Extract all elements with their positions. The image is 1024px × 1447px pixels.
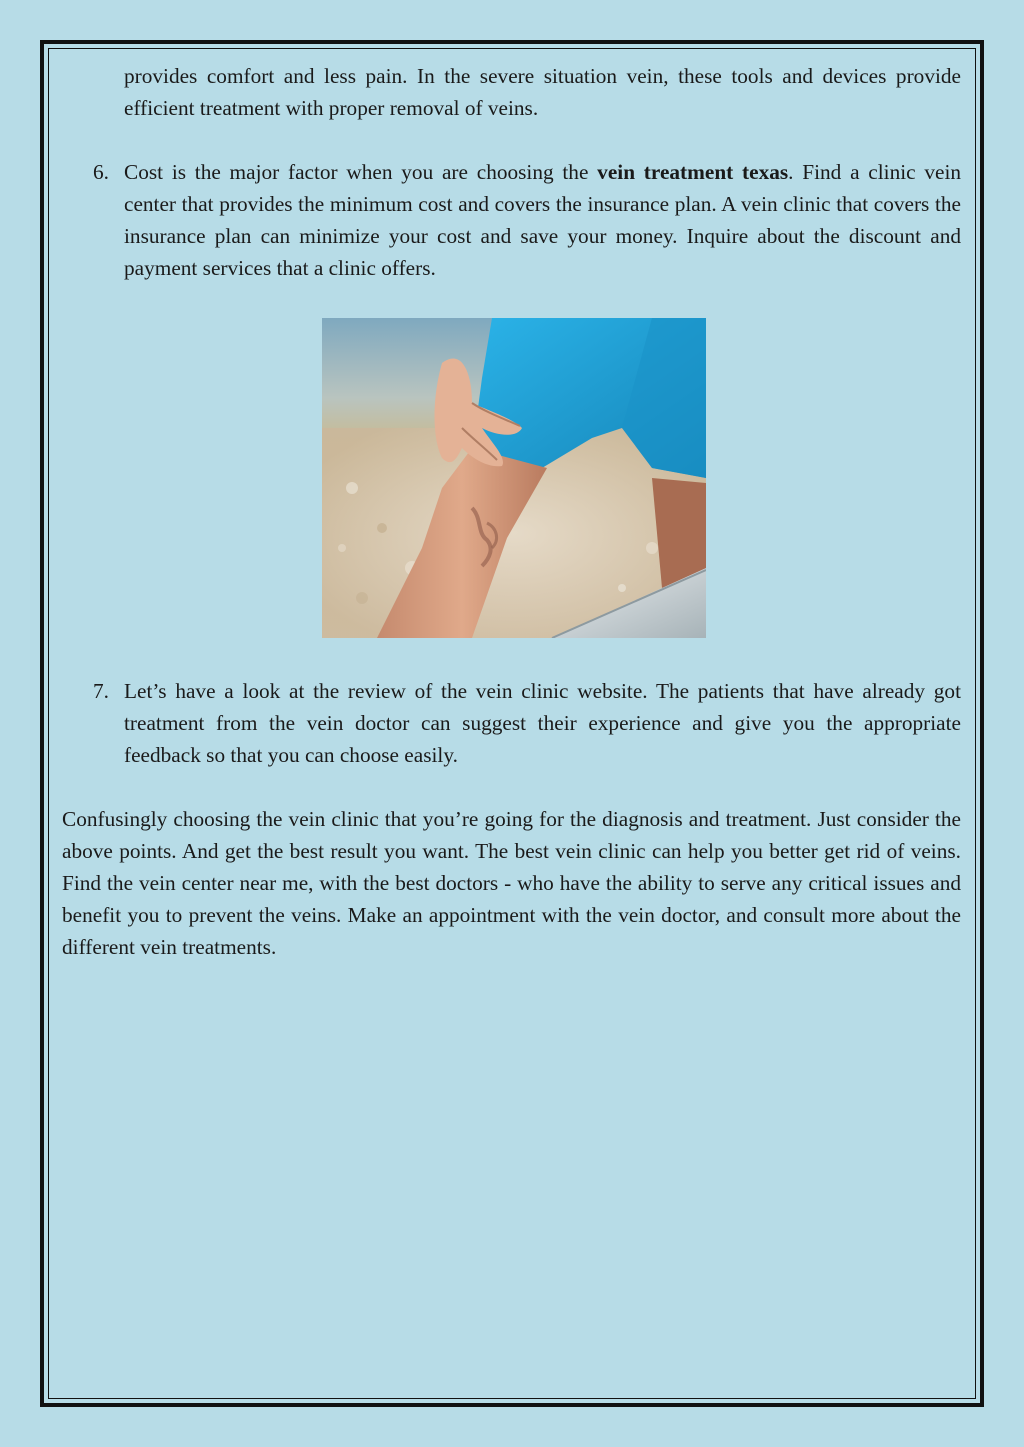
conclusion-paragraph: Confusingly choosing the vein clinic that you’re going for the diagnosis and treatment. Just consider the above points. And get the best result you want. The best vein clinic can help you better get rid of veins. Find the vein center near me, with the best doctors - who have the ability to serve any critical issues and benefit you to prevent the veins. Make an appointment with the vein doctor, and consult more about the different vein treatments. xyxy=(62,807,961,959)
leg-varicose-veins-photo xyxy=(322,318,706,638)
list-item-text: Let’s have a look at the review of the vein clinic website. The patients that have already got treatment from the vein doctor can suggest their experience and give you the appropriate feedback so that you can choose easily. xyxy=(124,679,961,767)
document-body xyxy=(62,60,961,963)
list-item-7 xyxy=(93,675,961,771)
continued-paragraph: provides comfort and less pain. In the severe situation vein, these tools and devices provide efficient treatment with proper removal of veins. xyxy=(124,64,961,120)
list-number: 7. xyxy=(93,679,109,703)
figure xyxy=(62,318,961,638)
list-item-text xyxy=(124,156,961,284)
item-text-end: . Find a clinic vein center that provides the minimum cost and covers the insurance plan. A vein clinic that covers the insurance plan can minimize your cost and save your money. Inquire about the discount and payment services that a clinic offers. xyxy=(124,160,962,280)
keyword-vein-treatment-texas: vein treatment texas xyxy=(597,160,789,184)
list-item-6 xyxy=(93,156,962,284)
item-text-start: Cost is the major factor when you are choosing the xyxy=(124,160,598,184)
list-number: 6. xyxy=(93,160,109,184)
